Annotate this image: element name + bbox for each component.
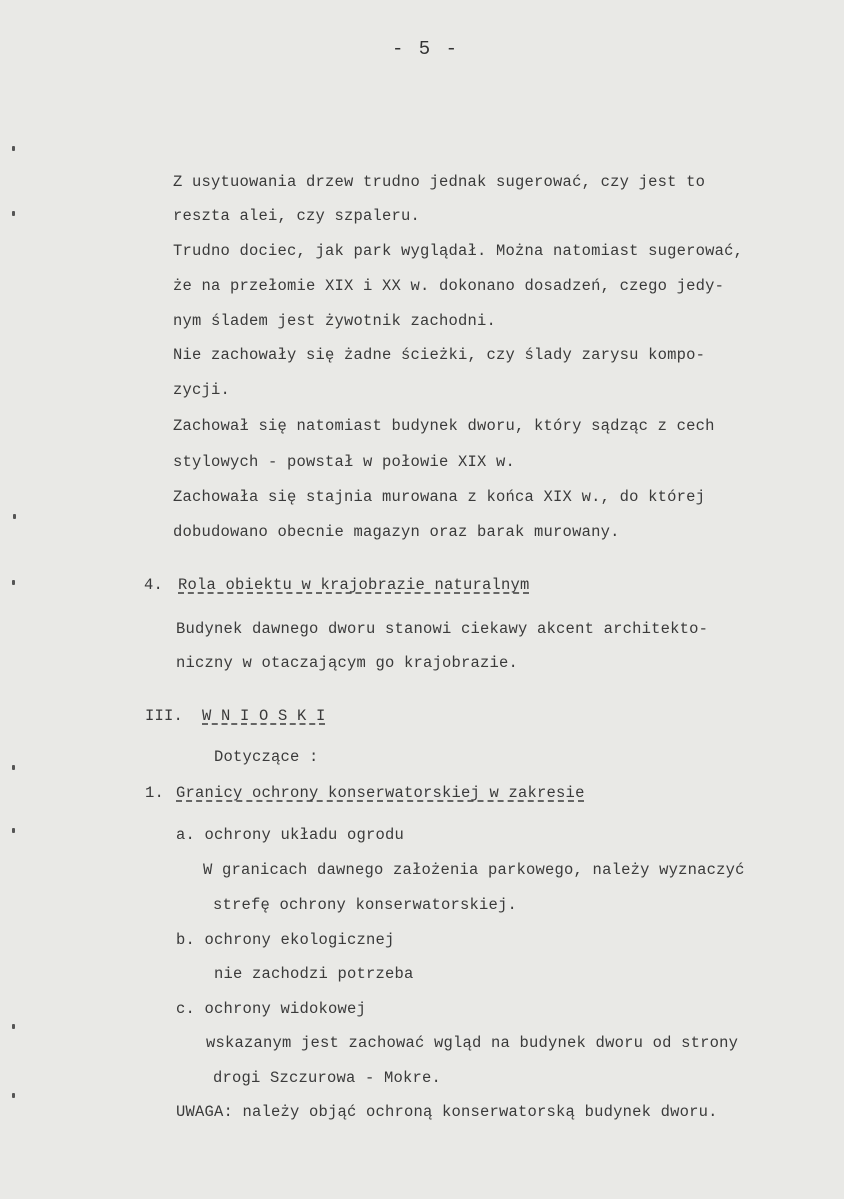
text-line: wskazanym jest zachować wgląd na budynek dworu od strony [206, 1034, 739, 1052]
margin-speck [12, 211, 15, 216]
section-3-number: III. [145, 707, 184, 725]
section-4-heading: Rola obiektu w krajobrazie naturalnym [178, 576, 530, 594]
text-line: W granicach dawnego założenia parkowego, należy wyznaczyć [203, 861, 745, 879]
text-line: Budynek dawnego dworu stanowi ciekawy akcent architekto- [176, 620, 709, 638]
section-3-heading: W N I O S K I [202, 707, 326, 725]
text-line: Nie zachowały się żadne ścieżki, czy ślady zarysu kompo- [173, 346, 706, 364]
text-line: Zachowała się stajnia murowana z końca XIX w., do której [173, 488, 706, 506]
text-line: drogi Szczurowa - Mokre. [213, 1069, 442, 1087]
margin-speck [12, 1024, 15, 1029]
margin-speck [12, 146, 15, 151]
text-line: stylowych - powstał w połowie XIX w. [173, 453, 516, 471]
text-line: dobudowano obecnie magazyn oraz barak murowany. [173, 523, 620, 541]
margin-speck [12, 1093, 15, 1098]
item-1-number: 1. [145, 784, 165, 802]
page-number: - 5 - [392, 38, 460, 60]
margin-speck [13, 514, 16, 519]
sub-c-label: c. ochrony widokowej [176, 1000, 367, 1018]
margin-speck [12, 580, 15, 585]
text-line: strefę ochrony konserwatorskiej. [213, 896, 518, 914]
section-4-number: 4. [144, 576, 164, 594]
text-line: nie zachodzi potrzeba [214, 965, 414, 983]
text-line: reszta alei, czy szpaleru. [173, 207, 421, 225]
section-3-intro: Dotyczące : [214, 748, 319, 766]
sub-a-label: a. ochrony układu ogrodu [176, 826, 405, 844]
text-line: Z usytuowania drzew trudno jednak sugerować, czy jest to [173, 173, 706, 191]
text-line: że na przełomie XIX i XX w. dokonano dosadzeń, czego jedy- [173, 277, 725, 295]
text-line: niczny w otaczającym go krajobrazie. [176, 654, 519, 672]
text-line: zycji. [173, 381, 231, 399]
margin-speck [12, 828, 15, 833]
margin-speck [12, 765, 15, 770]
sub-b-label: b. ochrony ekologicznej [176, 931, 395, 949]
text-line: nym śladem jest żywotnik zachodni. [173, 312, 497, 330]
item-1-heading: Granicy ochrony konserwatorskiej w zakresie [176, 784, 585, 802]
text-line: Zachował się natomiast budynek dworu, który sądząc z cech [173, 417, 715, 435]
note-line: UWAGA: należy objąć ochroną konserwatorską budynek dworu. [176, 1103, 718, 1121]
text-line: Trudno dociec, jak park wyglądał. Można natomiast sugerować, [173, 242, 744, 260]
